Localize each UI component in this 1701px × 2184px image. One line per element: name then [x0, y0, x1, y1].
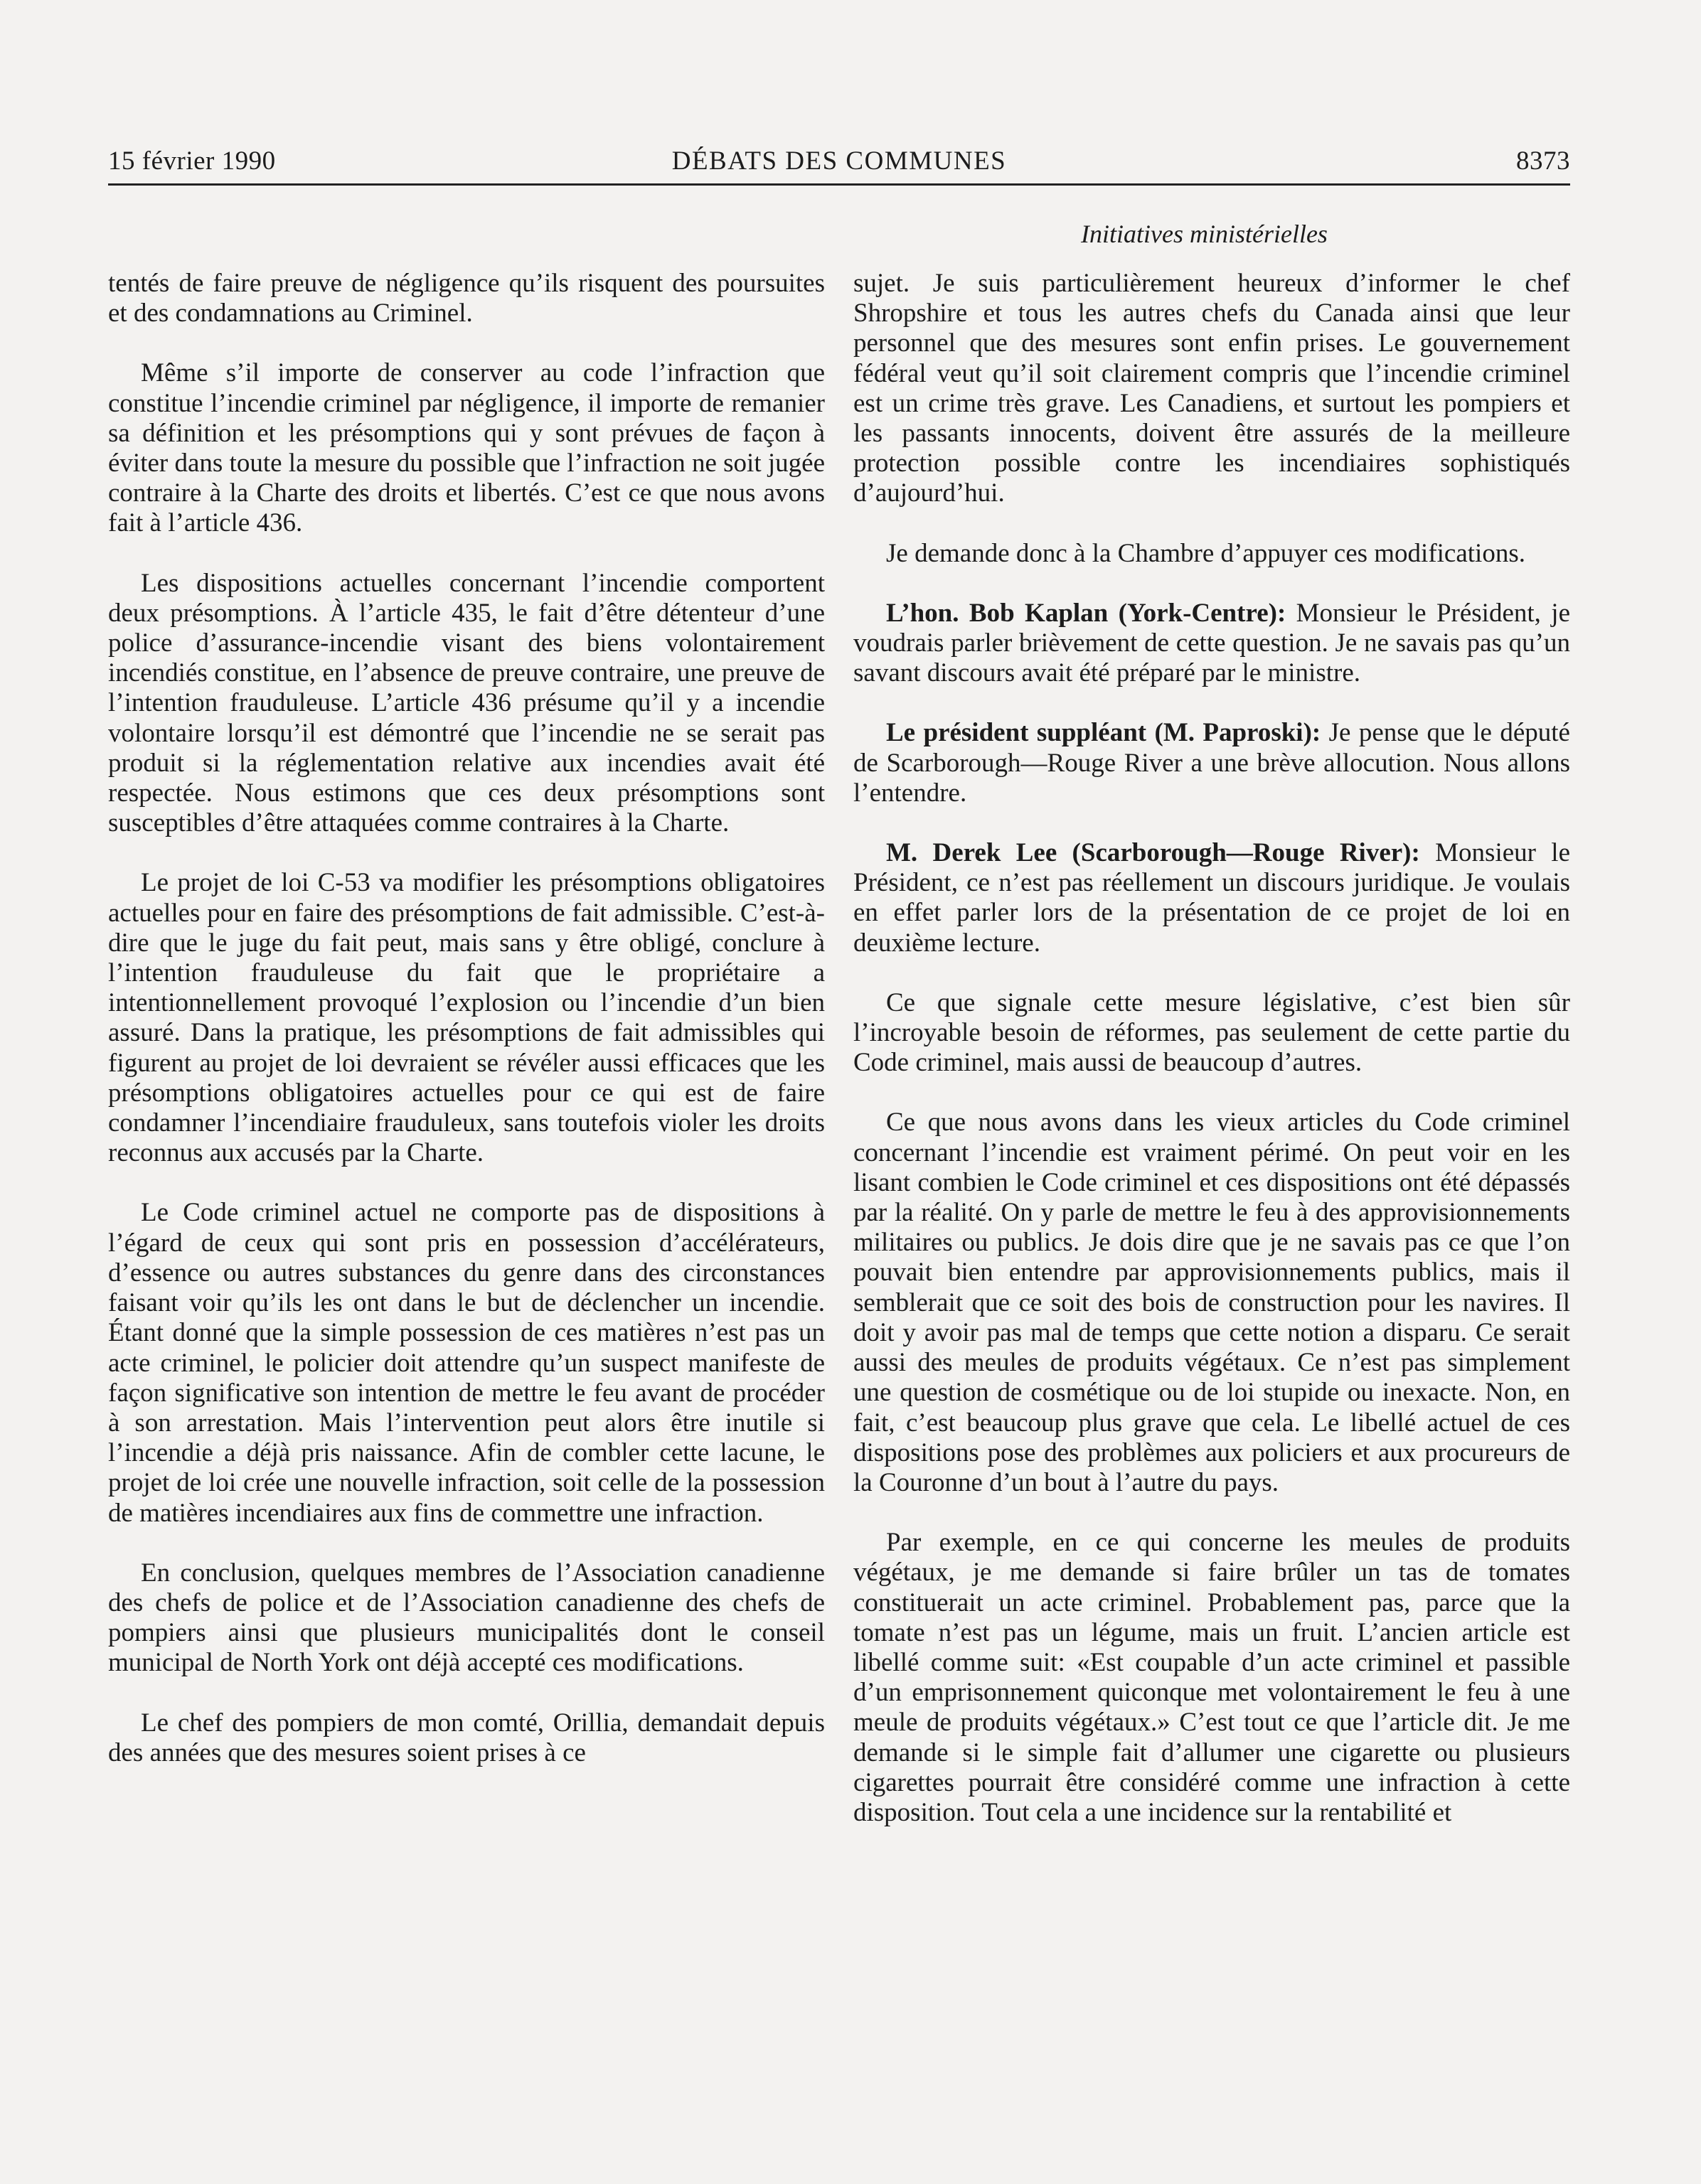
paragraph: Ce que nous avons dans les vieux articles du Code criminel concernant l’incendie est vraiment périmé. On peut voir en les lisant combien le Code criminel et ces dispositions ont été dépassés par la réalité. On y parle de mettre le feu à des approvisionnements militaires ou publics. Je dois dire que je ne savais pas ce que l’on pouvait bien entendre par approvisionnements publics, mais il semblerait que ce soit des bois de construction pour les navires. Il doit y avoir pas mal de temps que cette notion a disparu. Ce serait aussi des meules de produits végétaux. Ce n’est pas simplement une question de cosmétique ou de loi stupide ou inexacte. Non, en fait, c’est beaucoup plus grave que cela. Le libellé actuel de ces dispositions pose des problèmes aux policiers et aux procureurs de la Couronne d’un bout à l’autre du pays. — [853, 1108, 1570, 1497]
page-header — [108, 142, 1570, 186]
speech-text: Monsieur le Président, je voudrais parler brièvement de cette question. Je ne savais pas qu’un savant discours avait été préparé par le ministre. — [853, 598, 1570, 688]
paragraph: Je demande donc à la Chambre d’appuyer ces modifications. — [886, 538, 1525, 568]
paragraph: Les dispositions actuelles concernant l’incendie comportent deux présomptions. À l’article 435, le fait d’être détenteur d’une police d’assurance-incendie visant des biens volontairement incendiés constitue, en l’absence de preuve contraire, une preuve de l’intention frauduleuse. L’article 436 présume qu’il y a incendie volontaire lorsqu’il est démontré que l’incendie ne se serait pas produit si la réglementation relative aux incendies avait été respectée. Nous estimons que ces deux présomptions sont susceptibles d’être attaquées comme contraires à la Charte. — [108, 568, 825, 838]
paragraph: Même s’il importe de conserver au code l’infraction que constitue l’incendie criminel par négligence, il importe de remanier sa définition et les présomptions qui y sont prévues de façon à éviter dans toute la mesure du possible que l’infraction ne soit jugée contraire à la Charte des droits et libertés. C’est ce que nous avons fait à l’article 436. — [108, 358, 825, 538]
header-title: DÉBATS DES COMMUNES — [671, 146, 1007, 176]
paragraph: En conclusion, quelques membres de l’Association canadienne des chefs de police et de l’Association canadienne des chefs de pompiers ainsi que plusieurs municipalités dont le conseil municipal de North York ont déjà accepté ces modifications. — [108, 1558, 825, 1678]
speaker-name: L’hon. Bob Kaplan (York-Centre): — [886, 598, 1286, 628]
speech-paragraph — [853, 599, 1570, 689]
paragraph: Ce que signale cette mesure législative, c’est bien sûr l’incroyable besoin de réformes, pas seulement de cette partie du Code criminel, mais aussi de beaucoup d’autres. — [853, 987, 1570, 1078]
header-date: 15 février 1990 — [108, 146, 276, 176]
paragraph: Le Code criminel actuel ne comporte pas de dispositions à l’égard de ceux qui sont pris en possession d’accélérateurs, d’essence ou autres substances du genre dans des circonstances faisant voir qu’ils les ont dans le but de déclencher un incendie. Étant donné que la simple possession de ces matières n’est pas un acte criminel, le policier doit attendre qu’un suspect manifeste de façon significative son intention de mettre le feu avant de procéder à son arrestation. Mais l’intervention peut alors être inutile si l’incendie a déjà pris naissance. Afin de combler cette lacune, le projet de loi crée une nouvelle infraction, soit celle de la possession de matières incendiaires aux fins de commettre une infraction. — [108, 1198, 825, 1528]
speech-paragraph — [853, 718, 1570, 808]
left-column — [108, 269, 825, 1798]
right-column — [853, 269, 1570, 1858]
paragraph: Le chef des pompiers de mon comté, Orillia, demandait depuis des années que des mesures soient prises à ce — [108, 1708, 825, 1767]
header-page-number: 8373 — [1516, 146, 1570, 176]
speech-paragraph — [853, 838, 1570, 958]
speaker-name: Le président suppléant (M. Paproski): — [886, 718, 1321, 748]
paragraph: Par exemple, en ce qui concerne les meules de produits végétaux, je me demande si faire brûler un tas de tomates constituerait un acte criminel. Probablement pas, parce que la tomate n’est pas un légume, mais un fruit. L’ancien article est libellé comme suit: «Est coupable d’un acte criminel et passible d’un emprisonnement quiconque met volontairement le feu à une meule de produits végétaux.» C’est tout ce que l’article dit. Je me demande si le simple fait d’allumer une cigarette ou plusieurs cigarettes pourrait être considéré comme une infraction à cette disposition. Tout cela a une incidence sur la rentabilité et — [853, 1528, 1570, 1827]
speaker-name: M. Derek Lee (Scarborough—Rouge River): — [886, 838, 1420, 868]
speech-text: Je pense que le député de Scarborough—Rouge River a une brève allocution. Nous allons l’entendre. — [853, 718, 1570, 808]
paragraph: Le projet de loi C-53 va modifier les présomptions obligatoires actuelles pour en faire des présomptions de fait admissible. C’est-à-dire que le juge du fait peut, mais sans y être obligé, conclure à l’intention frauduleuse du fait que le propriétaire a intentionnellement provoqué l’explosion ou l’incendie d’un bien assuré. Dans la pratique, les présomptions de fait admissibles qui figurent au projet de loi devraient se révéler aussi efficaces que les présomptions obligatoires actuelles pour ce qui est de faire condamner l’incendiaire frauduleux, sans toutefois violer les droits reconnus aux accusés par la Charte. — [108, 868, 825, 1168]
paragraph: sujet. Je suis particulièrement heureux d’informer le chef Shropshire et tous les autres chefs du Canada ainsi que leur personnel que des mesures sont enfin prises. Le gouvernement fédéral veut qu’il soit clairement compris que l’incendie criminel est un crime très grave. Les Canadiens, et surtout les pompiers et les passants innocents, doivent être assurés de la meilleure protection possible contre les incendiaires sophistiqués d’aujourd’hui. — [853, 269, 1570, 508]
speech-text: Monsieur le Président, ce n’est pas réellement un discours juridique. Je voulais en effet parler lors de la présentation de ce projet de loi en deuxième lecture. — [853, 838, 1570, 958]
section-label: Initiatives ministérielles — [1081, 220, 1328, 248]
paragraph: tentés de faire preuve de négligence qu’ils risquent des poursuites et des condamnations au Criminel. — [108, 269, 825, 328]
